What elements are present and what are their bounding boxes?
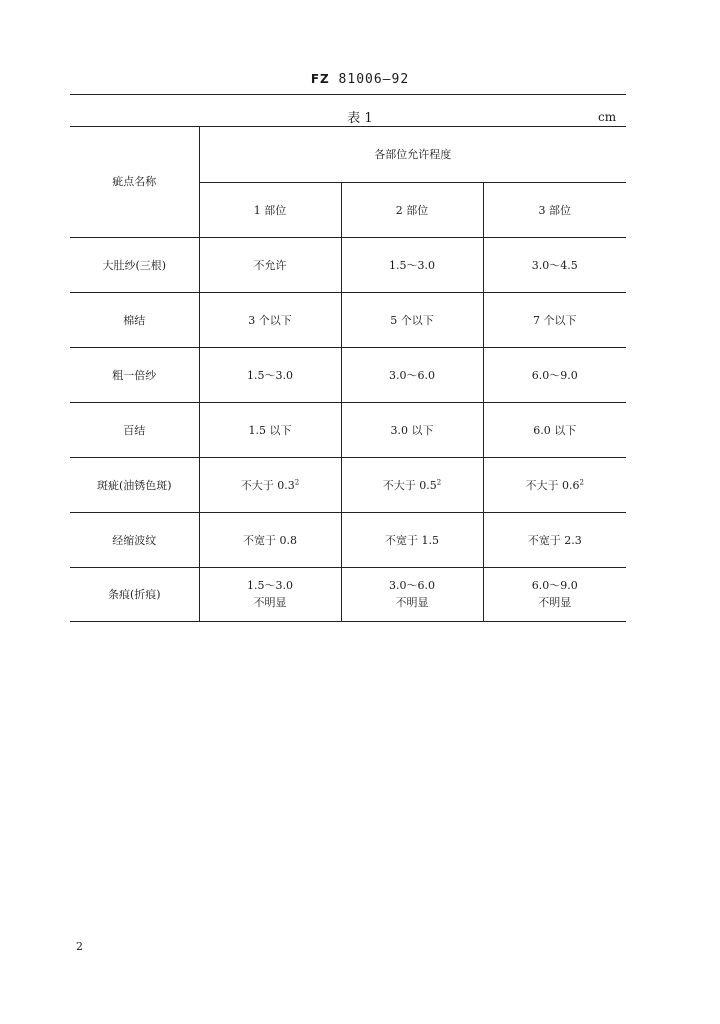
area-exponent: 2 — [579, 477, 584, 486]
table-cell: 不宽于 1.5 — [341, 512, 483, 567]
header-rule — [70, 94, 626, 95]
defect-name: 经缩波纹 — [70, 512, 199, 567]
table-cell: 7 个以下 — [483, 292, 626, 347]
table-cell — [341, 567, 483, 621]
standard-code-number: 81006—92 — [338, 72, 410, 87]
cell-note: 不明显 — [395, 596, 429, 609]
standard-code-prefix: FZ — [310, 72, 330, 86]
cell-note: 不明显 — [253, 596, 287, 609]
table-cell: 1.5～3.0 — [341, 237, 483, 292]
table-cell — [483, 457, 626, 512]
table-row — [70, 402, 626, 457]
table-title: 表 1 — [347, 111, 373, 126]
group-header: 各部位允许程度 — [199, 126, 626, 182]
area-exponent: 2 — [436, 477, 442, 486]
table-cell: 3 个以下 — [199, 292, 341, 347]
table-cell — [341, 457, 483, 512]
page-number: 2 — [76, 940, 83, 953]
cell-value: 不大于 0.6 — [525, 478, 580, 492]
table-cell: 不宽于 2.3 — [483, 512, 626, 567]
corner-header: 疵点名称 — [70, 126, 199, 237]
table-row — [70, 347, 626, 402]
defect-name: 百结 — [70, 402, 199, 457]
table-row — [70, 512, 626, 567]
table-cell — [199, 567, 341, 621]
cell-value: 1.5～3.0 — [247, 579, 293, 592]
cell-value: 不大于 0.3 — [240, 478, 295, 492]
column-header: 1 部位 — [199, 182, 341, 237]
table-cell: 不允许 — [199, 237, 341, 292]
defect-name: 棉结 — [70, 292, 199, 347]
table-cell: 1.5 以下 — [199, 402, 341, 457]
defect-name: 粗一倍纱 — [70, 347, 199, 402]
table-cell: 6.0 以下 — [483, 402, 626, 457]
defect-tolerance-table — [70, 126, 626, 622]
table-cell: 5 个以下 — [341, 292, 483, 347]
table-cell — [199, 457, 341, 512]
area-exponent: 2 — [294, 477, 300, 486]
cell-value: 3.0～6.0 — [389, 579, 435, 592]
table-cell: 3.0～6.0 — [341, 347, 483, 402]
column-header: 3 部位 — [483, 182, 626, 237]
column-header: 2 部位 — [341, 182, 483, 237]
defect-name: 条痕(折痕) — [70, 567, 199, 621]
table-cell: 不宽于 0.8 — [199, 512, 341, 567]
cell-note: 不明显 — [538, 596, 572, 609]
defect-name: 斑疵(油锈色斑) — [70, 457, 199, 512]
table-cell: 3.0 以下 — [341, 402, 483, 457]
table-row — [70, 457, 626, 512]
table-row — [70, 237, 626, 292]
cell-value: 6.0～9.0 — [531, 579, 578, 592]
defect-name: 大肚纱(三根) — [70, 237, 199, 292]
table-cell — [483, 567, 626, 621]
cell-value: 不大于 0.5 — [382, 478, 437, 492]
table-unit: cm — [598, 110, 617, 124]
table-row — [70, 567, 626, 621]
table-cell: 6.0～9.0 — [483, 347, 626, 402]
table-cell: 3.0～4.5 — [483, 237, 626, 292]
table-row — [70, 292, 626, 347]
table-cell: 1.5～3.0 — [199, 347, 341, 402]
standard-code — [0, 72, 720, 87]
